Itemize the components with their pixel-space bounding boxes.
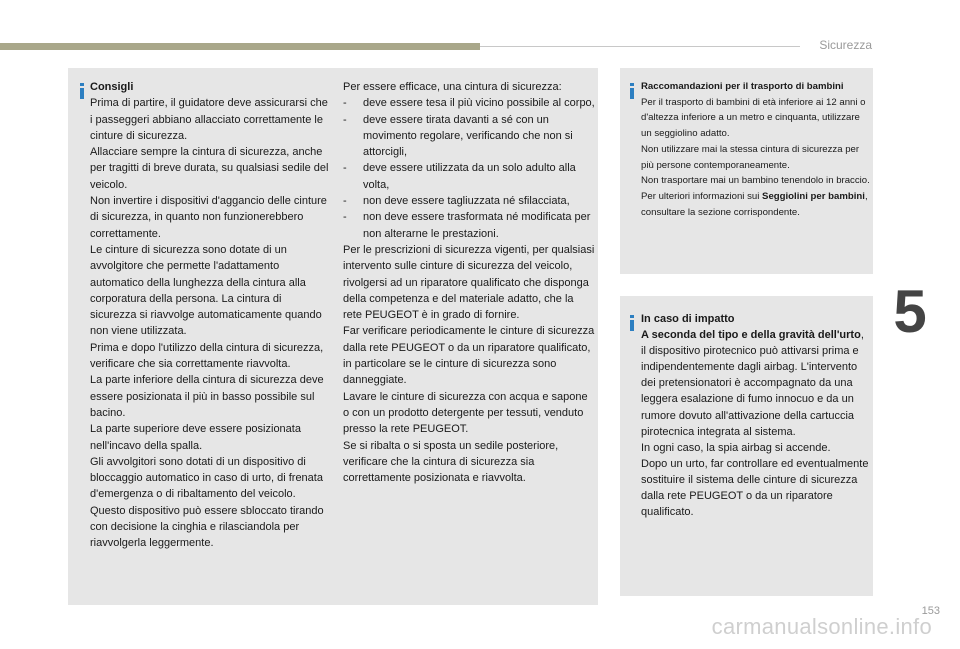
- more-info-suffix: , consultare la sezione corrispondente.: [641, 190, 868, 218]
- child-transport-paragraph: Non trasportare mai un bambino tenendolo in braccio.: [641, 175, 870, 187]
- advice-paragraph: Non invertire i dispositivi d'aggancio delle cinture di sicurezza, in quanto non funzionerebbero correttamente.: [90, 195, 327, 240]
- advice-paragraph: La parte inferiore della cintura di sicurezza deve essere posizionata il più in basso possibile sul bacino.: [90, 374, 324, 419]
- impact-lead-bold: A seconda del tipo e della gravità dell'urto: [641, 329, 861, 342]
- list-item: - non deve essere trasformata né modificata per non alterarne le prestazioni.: [343, 209, 595, 242]
- efficacy-paragraph: Far verificare periodicamente le cinture di sicurezza dalla rete PEUGEOT o da un riparatore qualificato, in particolare se le cinture di sicurezza sono danneggiate.: [343, 325, 595, 387]
- efficacy-intro: Per essere efficace, una cintura di sicurezza:: [343, 81, 562, 93]
- info-icon: [80, 88, 84, 99]
- impact-paragraph: In ogni caso, la spia airbag si accende.: [641, 441, 831, 454]
- impact-lead-rest: , il dispositivo pirotecnico può attivarsi prima e indipendentemente dagli airbag. L'intervento dei pretensionatori è accompagnato da una leggera esalazione di fumo innocuo e da un rumore dovuto all'attivazione della cartuccia pirotecnica integrata al sistema.: [641, 329, 864, 438]
- child-transport-more-info: [641, 189, 871, 220]
- efficacy-column: [343, 79, 595, 486]
- efficacy-paragraph: Se si ribalta o si sposta un sedile posteriore, verificare che la cintura di sicurezza sia correttamente posizionata e riavvolta.: [343, 439, 559, 485]
- impact-text: [641, 311, 869, 520]
- watermark: carmanualsonline.info: [711, 614, 932, 639]
- child-transport-paragraph: Per il trasporto di bambini di età inferiore ai 12 anni o d'altezza inferiore a un metro e cinquanta, utilizzare un seggiolino adatto.: [641, 96, 866, 140]
- impact-paragraph: Dopo un urto, far controllare ed eventualmente sostituire il sistema delle cinture di sicurezza dalla rete PEUGEOT o da un riparatore qualificato.: [641, 457, 869, 519]
- list-item: - non deve essere tagliuzzata né sfilacciata,: [343, 193, 595, 209]
- info-icon: [630, 88, 634, 99]
- info-icon: [630, 320, 634, 331]
- child-seats-reference: Seggiolini per bambini: [762, 190, 865, 202]
- child-transport-text: [641, 79, 871, 220]
- advice-paragraph: Gli avvolgitori sono dotati di un dispositivo di bloccaggio automatico in caso di urto, di frenata d'emergenza o di ribaltamento del veicolo. Questo dispositivo può essere sbloccato tirando con decisione la cinghia e rilasciandola per riavvolgerla leggermente.: [90, 455, 324, 550]
- header-accent-bar: [0, 43, 480, 50]
- list-item: - deve essere tirata davanti a sé con un movimento regolare, verificando che non si attorcigli,: [343, 112, 595, 161]
- child-transport-paragraph: Non utilizzare mai la stessa cintura di sicurezza per più persone contemporaneamente.: [641, 143, 860, 171]
- list-item: - deve essere utilizzata da un solo adulto alla volta,: [343, 160, 595, 193]
- child-transport-title: Raccomandazioni per il trasporto di bambini: [641, 81, 844, 92]
- header-rule: [480, 46, 800, 47]
- advice-paragraph: La parte superiore deve essere posizionata nell'incavo della spalla.: [90, 423, 301, 452]
- advice-paragraph: Prima di partire, il guidatore deve assicurarsi che i passeggeri abbiano allacciato correttamente le cinture di sicurezza.: [90, 97, 328, 142]
- list-item: - deve essere tesa il più vicino possibile al corpo,: [343, 95, 595, 111]
- advice-title: Consigli: [90, 81, 134, 93]
- section-title: Sicurezza: [819, 38, 872, 52]
- impact-lead: [641, 327, 869, 440]
- advice-column: [90, 79, 330, 552]
- advice-paragraph: Le cinture di sicurezza sono dotate di un avvolgitore che permette l'adattamento automatico della lunghezza della cintura alla corporatura della persona. La cintura di sicurezza si riavvolge automaticamente quando non viene utilizzata.: [90, 243, 322, 338]
- page-number: 153: [921, 605, 940, 617]
- efficacy-paragraph: Per le prescrizioni di sicurezza vigenti, per qualsiasi intervento sulle cinture di sicurezza del veicolo, rivolgersi ad un riparatore qualificato che disponga della competenza e del materiale adatto, che la rete PEUGEOT è in grado di fornire.: [343, 243, 595, 322]
- efficacy-list: [343, 95, 595, 242]
- advice-paragraph: Prima e dopo l'utilizzo della cintura di sicurezza, verificare che sia correttamente riavvolta.: [90, 341, 324, 371]
- chapter-number: 5: [893, 278, 927, 345]
- efficacy-paragraph: Lavare le cinture di sicurezza con acqua e sapone o con un prodotto detergente per tessuti, venduto presso la rete PEUGEOT.: [343, 390, 588, 436]
- more-info-prefix: Per ulteriori informazioni sui: [641, 190, 763, 202]
- impact-title: In caso di impatto: [641, 313, 735, 325]
- advice-paragraph: Allacciare sempre la cintura di sicurezza, anche per tragitti di breve durata, su qualsiasi sedile del veicolo.: [90, 146, 329, 191]
